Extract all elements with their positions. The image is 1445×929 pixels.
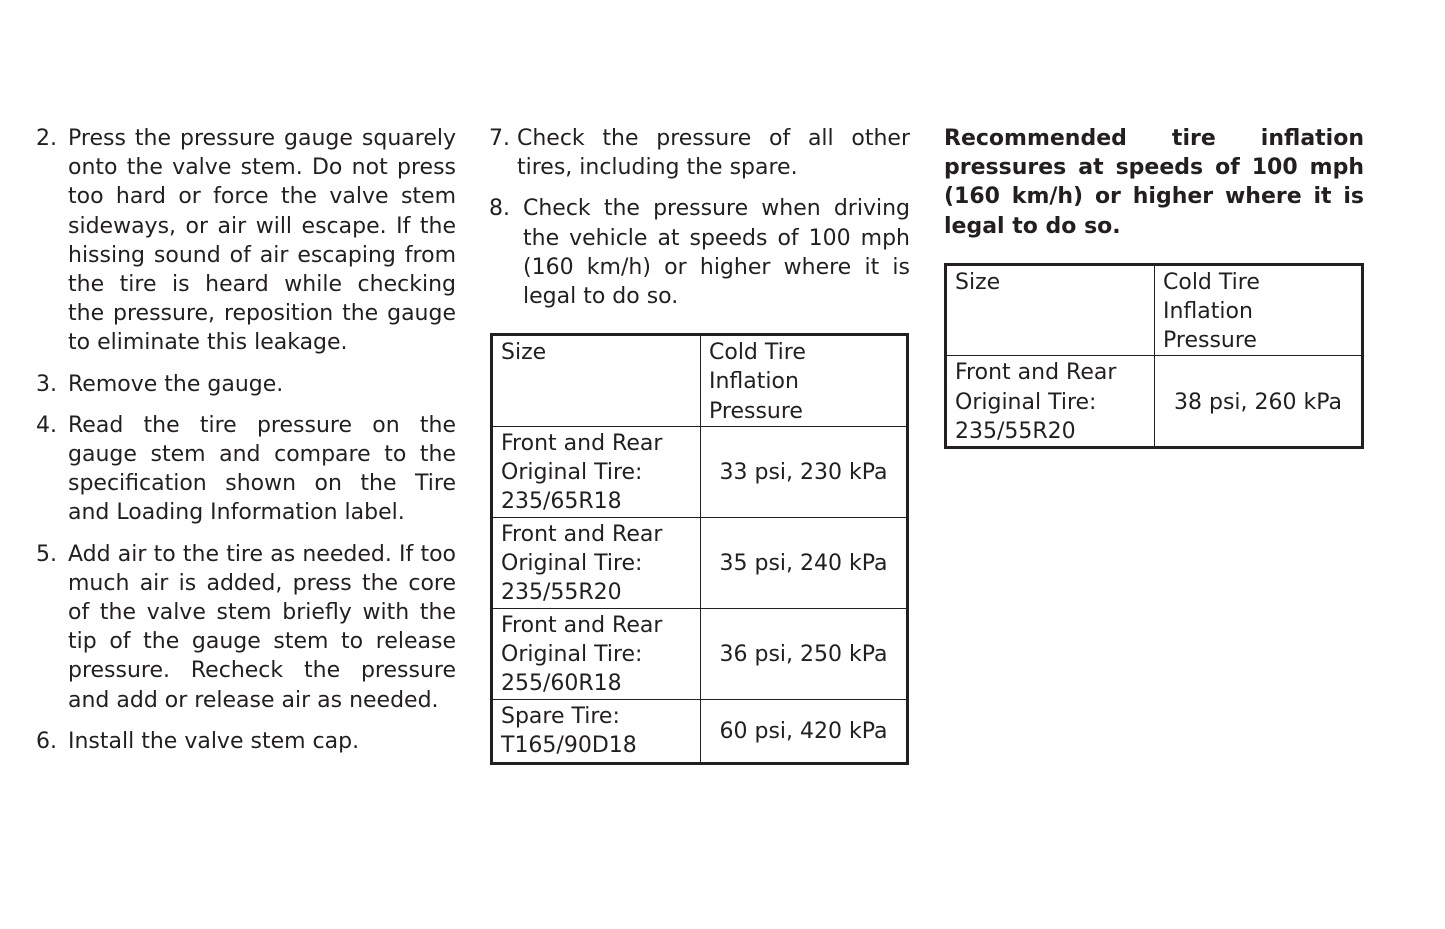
header-cold-tire-pressure: Cold Tire Inflation Pressure	[701, 335, 908, 427]
tire-type: Original Tire:	[955, 389, 1097, 415]
pressure-value: 35 psi, 240 kPa	[701, 517, 908, 608]
table-row	[946, 356, 1363, 448]
step-text: Install the valve stem cap.	[68, 728, 360, 754]
list-item-step-6	[36, 727, 456, 756]
table-row	[492, 517, 908, 608]
pressure-value: 33 psi, 230 kPa	[701, 426, 908, 517]
step-number: 6.	[36, 728, 57, 754]
step-text: Read the tire pressure on the gauge stem and compare to the specification shown on the Tire and Loading Information label.	[68, 412, 456, 526]
list-item-step-2	[36, 124, 456, 358]
high-speed-heading: Recommended tire inflation pressures at speeds of 100 mph (160 km/h) or higher where it is legal to do so.	[944, 126, 1364, 239]
column-left	[36, 124, 456, 768]
tire-position: Front and Rear	[501, 430, 663, 456]
table-header-row	[946, 264, 1363, 356]
tire-size-cell	[946, 356, 1155, 448]
tire-size: 235/55R20	[501, 580, 622, 606]
tire-size: 235/65R18	[501, 489, 622, 515]
tire-type: Original Tire:	[501, 551, 643, 577]
step-number: 5.	[36, 541, 57, 567]
tire-size-cell	[492, 608, 701, 699]
tire-size: 255/60R18	[501, 671, 622, 697]
list-item-step-5	[36, 540, 456, 715]
tire-position: Front and Rear	[501, 521, 663, 547]
tire-position: Front and Rear	[955, 360, 1117, 386]
tire-size-cell	[492, 517, 701, 608]
step-number: 4.	[36, 412, 57, 438]
list-item-step-8	[489, 194, 910, 311]
step-text: Check the pressure when driving the vehicle at speeds of 100 mph (160 km/h) or higher where it is legal to do so.	[523, 196, 910, 310]
tire-size-cell	[492, 699, 701, 763]
tire-size: T165/90D18	[501, 733, 637, 759]
tire-type: Original Tire:	[501, 642, 643, 668]
list-item-step-7	[489, 124, 910, 182]
pressure-value: 60 psi, 420 kPa	[701, 699, 908, 763]
high-speed-pressure-table	[944, 263, 1364, 449]
header-size: Size	[492, 335, 701, 427]
list-item-step-4	[36, 411, 456, 528]
step-number: 7.	[489, 126, 510, 151]
step-number: 3.	[36, 371, 57, 397]
steps-list-left	[36, 124, 456, 756]
pressure-value: 36 psi, 250 kPa	[701, 608, 908, 699]
tire-position: Front and Rear	[501, 612, 663, 638]
step-text: Press the pressure gauge squarely onto the valve stem. Do not press too hard or force the valve stem sideways, or air will escape. If the hissing sound of air escaping from the tire is heard while checking the pressure, reposition the gauge to eliminate this leakage.	[68, 126, 456, 356]
header-cold-tire-pressure: Cold Tire Inflation Pressure	[1155, 264, 1363, 356]
list-item-step-3	[36, 370, 456, 399]
column-middle	[489, 124, 910, 765]
step-text: Add air to the tire as needed. If too much air is added, press the core of the valve stem briefly with the tip of the gauge stem to release pressure. Recheck the pressure and add or release air as needed.	[68, 541, 456, 713]
table-header-row	[492, 335, 908, 427]
step-number: 8.	[489, 196, 510, 222]
pressure-value: 38 psi, 260 kPa	[1155, 356, 1363, 448]
steps-list-middle	[489, 124, 910, 311]
tire-size: 235/55R20	[955, 418, 1076, 444]
table-row	[492, 426, 908, 517]
column-right	[944, 124, 1364, 449]
step-text: Check the pressure of all other tires, including the spare.	[517, 126, 910, 181]
step-number: 2.	[36, 126, 57, 151]
tire-type: Original Tire:	[501, 460, 643, 486]
header-size: Size	[946, 264, 1155, 356]
step-text: Remove the gauge.	[68, 371, 284, 397]
table-row	[492, 608, 908, 699]
tire-pressure-table	[490, 333, 909, 765]
tire-type: Spare Tire:	[501, 703, 620, 729]
tire-size-cell	[492, 426, 701, 517]
table-row-spare	[492, 699, 908, 763]
